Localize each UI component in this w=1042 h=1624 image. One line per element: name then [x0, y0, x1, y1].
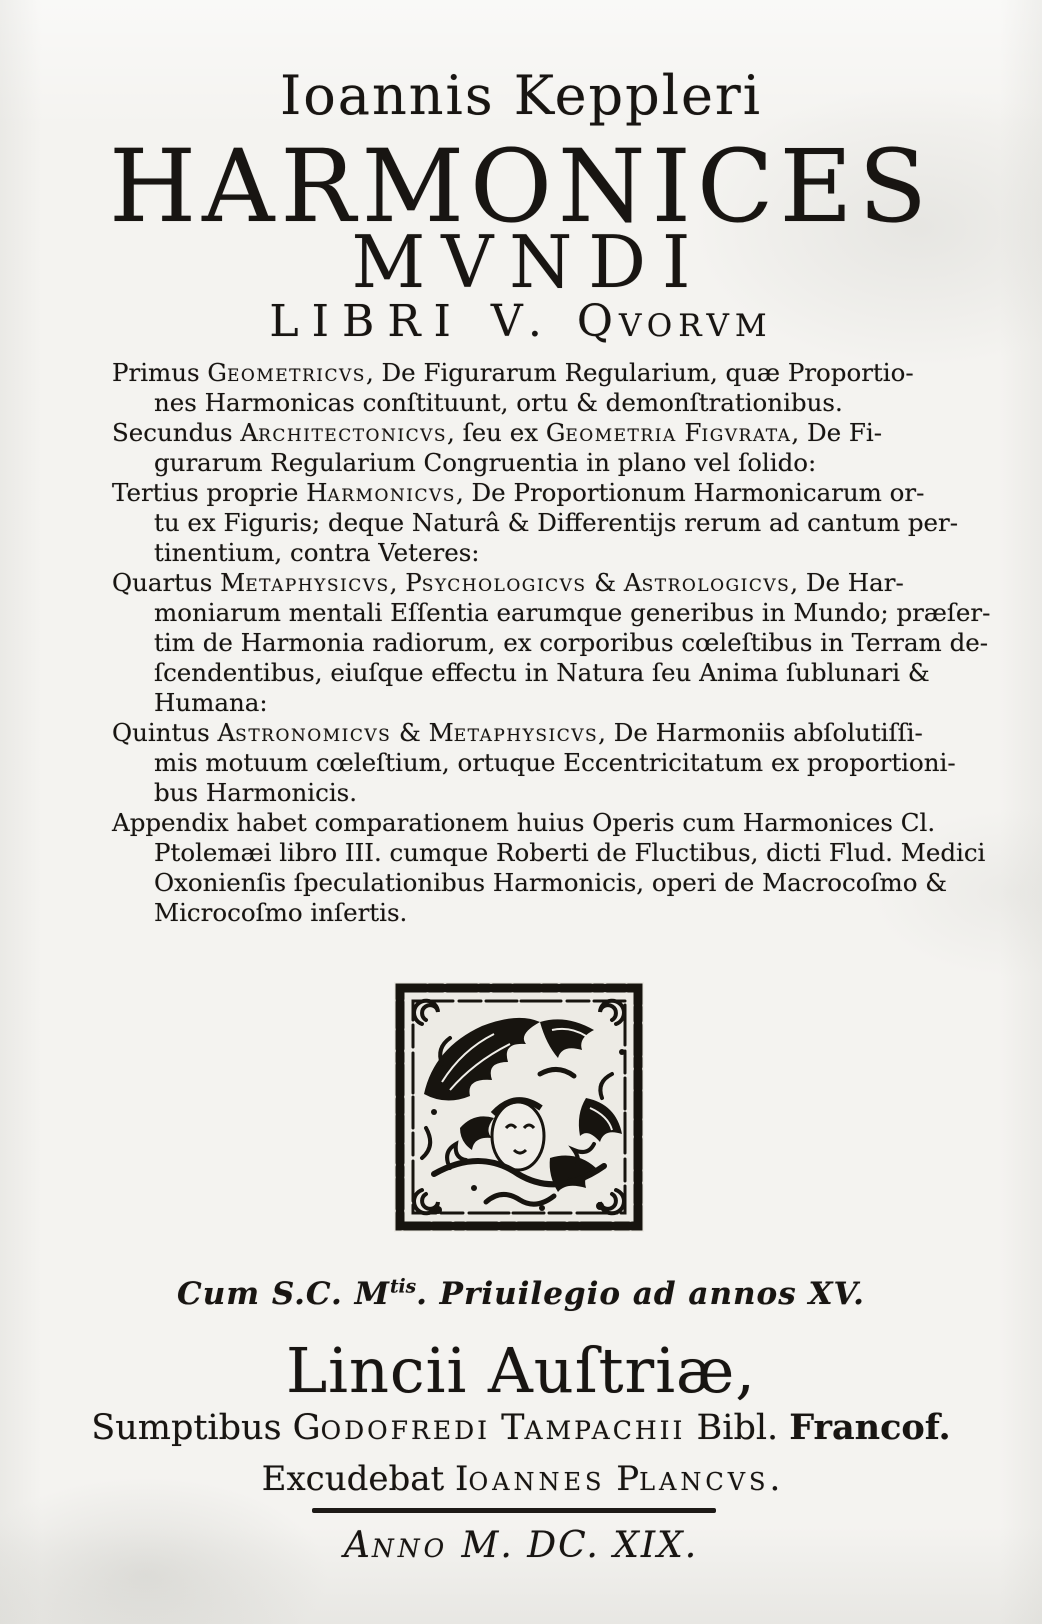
text-run: armonicvs [327, 478, 456, 507]
text-run: ampachii [524, 1408, 686, 1448]
text-run: A [343, 1525, 372, 1566]
text-run: Appendix habet comparationem huius Operis cum Harmonices Cl. [112, 808, 936, 837]
imprint-publisher [0, 1407, 1042, 1448]
text-run: Quartus M [112, 568, 246, 597]
text-run: . [769, 1459, 781, 1499]
text-run: Primus G [112, 358, 227, 387]
libri-label: LIBRI V. [269, 296, 555, 347]
text-run: M. DC. XIX. [448, 1525, 699, 1566]
text-run: Tertius proprie H [112, 478, 328, 507]
text-run: Bibl. [685, 1408, 790, 1448]
book-entry [112, 808, 986, 928]
book-entry-line [112, 628, 989, 658]
book-entry-line [112, 688, 918, 718]
text-run: eometricvs [226, 358, 366, 387]
book-entry-line [112, 868, 948, 898]
text-run: Oxonienſis ſpeculationibus Harmonicis, operi de Macrocoſmo & [154, 868, 948, 897]
text-run: strologicvs [641, 568, 791, 597]
contents-list [112, 358, 991, 928]
book-entry-line [112, 388, 918, 418]
text-run: F [676, 418, 702, 447]
book-entry-line [112, 838, 986, 868]
book-entry [112, 418, 918, 478]
text-run: , P [389, 568, 422, 597]
text-run: Excudebat I [261, 1459, 469, 1499]
text-run: gurarum Regularium Congruentia in plano vel ſolido: [154, 448, 817, 477]
sub-title: MVNDI [351, 220, 707, 304]
text-run: , De Harmoniis abſolutiſſi- [598, 718, 923, 747]
text-run: Humana: [154, 688, 268, 717]
text-run: Sumptibus G [91, 1408, 321, 1448]
book-entry-line [112, 598, 991, 628]
text-run: Cum S.C. M [177, 1276, 390, 1312]
author-line: Ioannis Keppleri [279, 64, 763, 127]
book-entry-line [112, 448, 918, 478]
text-run: etaphysicvs [245, 568, 390, 597]
book-entry [112, 718, 956, 808]
text-run: mis motuum cœleſtium, ortuque Eccentricitatum ex proportioni- [154, 748, 956, 777]
book-entry-line [112, 568, 918, 598]
book-entry [112, 478, 959, 568]
text-run: Secundus A [112, 418, 259, 447]
text-run: nno [371, 1525, 449, 1566]
text-run: bus Harmonicis. [154, 778, 358, 807]
quorum-label: Qvorvm [576, 296, 773, 347]
libri-line [0, 296, 1042, 347]
text-run: lancvs [639, 1459, 770, 1499]
text-run: tim de Harmonia radiorum, ex corporibus cœleſtibus in Terram de- [154, 628, 989, 657]
text-run: tis [389, 1276, 417, 1298]
text-run: , De Fi- [791, 418, 883, 447]
text-run: Quintus A [112, 718, 236, 747]
text-run: stronomicvs [235, 718, 392, 747]
text-run: Francof. [789, 1407, 951, 1448]
text-run: T [490, 1408, 525, 1448]
imprint-anno [0, 1525, 1042, 1566]
book-entry [112, 568, 991, 718]
imprint-printer [0, 1459, 1042, 1499]
imprint-place: Lincii Auſtriæ, [285, 1334, 757, 1407]
text-run: , De Har- [790, 568, 904, 597]
book-entry-line [112, 658, 930, 688]
text-run: rchitectonicvs [258, 418, 447, 447]
privilege-line [0, 1276, 1042, 1312]
text-run: eometria [565, 418, 677, 447]
book-entry-line [112, 808, 936, 838]
text-run: , De Proportionum Harmonicarum or- [455, 478, 925, 507]
text-run: Microcoſmo inſertis. [154, 898, 408, 927]
book-entry-line [112, 478, 925, 508]
text-run: etaphysicvs [453, 718, 599, 747]
book-entry [112, 358, 918, 418]
text-run: & M [391, 718, 454, 747]
text-run: tu ex Figuris; deque Naturâ & Differentijs rerum ad cantum per- [154, 508, 959, 537]
text-run: & A [586, 568, 642, 597]
book-entry-line [112, 538, 918, 568]
book-entry-line [112, 358, 918, 388]
text-run: tinentium, contra Veteres: [154, 538, 480, 567]
text-run: sychologicvs [421, 568, 587, 597]
text-run: odofredi [320, 1408, 490, 1448]
main-title: HARMONICES [108, 128, 934, 245]
book-entry-line [112, 508, 959, 538]
text-run: igvrata [701, 418, 792, 447]
book-entry-line [112, 418, 918, 448]
text-run: , De Figurarum Regularium, quæ Proportio- [365, 358, 914, 387]
text-run: . Priuilegio ad annos XV. [416, 1276, 865, 1312]
text-run: ſcendentibus, eiuſque effectu in Natura ſeu Anima ſublunari & [154, 658, 930, 687]
book-entry-line [112, 898, 918, 928]
text-run: , ſeu ex G [447, 418, 566, 447]
book-entry-line [112, 718, 923, 748]
printer-device-woodcut-image [390, 978, 648, 1236]
book-entry-line [112, 748, 956, 778]
text-run: Ptolemæi libro III. cumque Roberti de Fluctibus, dicti Flud. Medici [154, 838, 986, 867]
text-run: P [605, 1459, 640, 1499]
text-run: nes Harmonicas conſtituunt, ortu & demonſtrationibus. [154, 388, 843, 417]
text-run: oannes [468, 1459, 606, 1499]
imprint-divider-rule [312, 1508, 716, 1513]
book-entry-line [112, 778, 918, 808]
text-run: moniarum mentali Eſſentia earumque generibus in Mundo; præſer- [154, 598, 991, 627]
